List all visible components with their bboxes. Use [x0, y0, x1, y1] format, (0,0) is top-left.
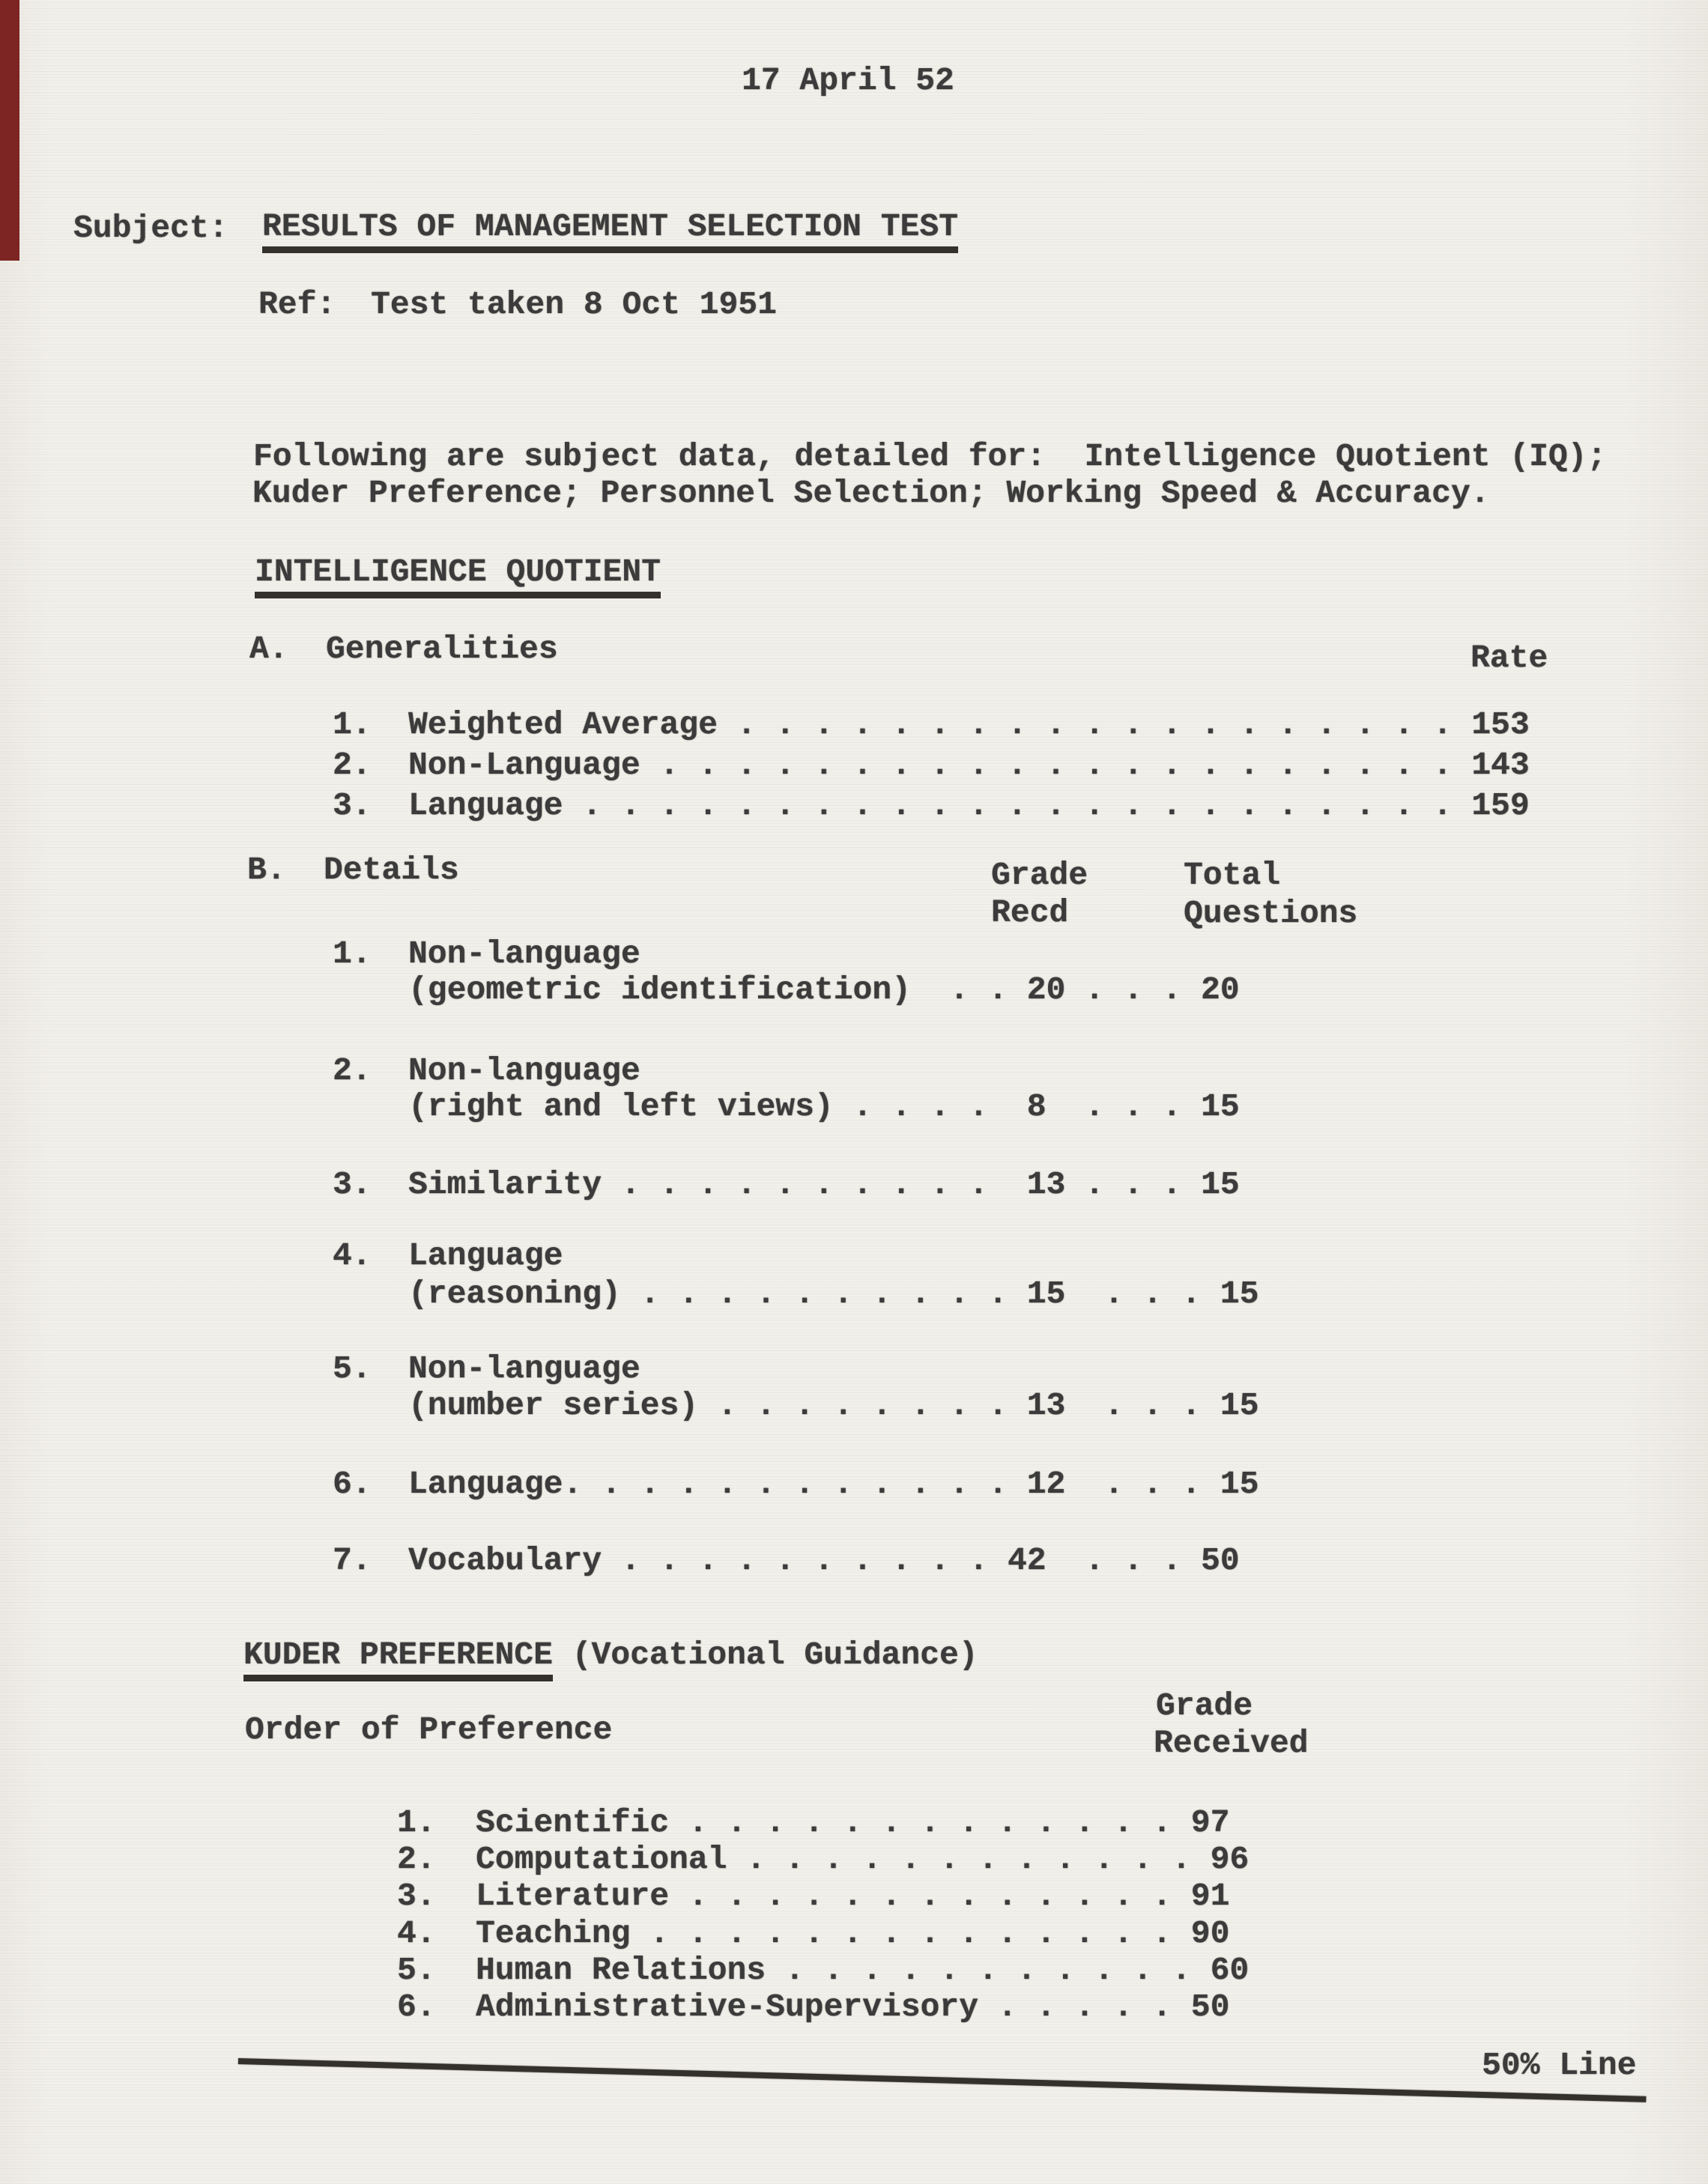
grade-value: 60 — [1210, 1952, 1250, 1989]
red-edge-artifact — [0, 0, 19, 261]
rate-value: 143 — [1471, 747, 1530, 783]
row-num: 3. — [333, 787, 372, 824]
row-sublabel: (geometric identification) — [408, 971, 911, 1008]
dot-leader: . . . . . . . . . . . . . — [669, 1804, 1191, 1841]
grade-value: 91 — [1190, 1878, 1230, 1914]
section-title: Details — [324, 852, 459, 888]
kuder-row-3 — [397, 1880, 1229, 1912]
row-num: 2. — [333, 747, 372, 783]
total-value: 15 — [1220, 1387, 1259, 1424]
kuder-grade-col-header-2: Received — [1154, 1725, 1309, 1762]
dot-leader: . . . . . . . . . . — [602, 1542, 1008, 1579]
dot-leader: . . . — [1046, 1088, 1201, 1125]
dot-leader: . . . — [1065, 971, 1201, 1008]
iq-det-row-2-line-1 — [333, 1052, 640, 1089]
total-value: 15 — [1220, 1275, 1259, 1312]
grade-value: 12 — [1026, 1466, 1066, 1502]
dot-leader: . . . . . . . . — [698, 1387, 1027, 1424]
kuder-row-5 — [397, 1952, 1250, 1989]
iq-det-row-6 — [333, 1468, 1259, 1500]
row-num: 1. — [333, 706, 372, 743]
kuder-row-2 — [397, 1841, 1250, 1878]
date-line: 17 April 52 — [742, 62, 954, 99]
row-num: 6. — [397, 1989, 436, 2025]
row-label: Non-language — [408, 1350, 640, 1387]
row-label: Computational — [476, 1841, 727, 1878]
subject-title — [262, 210, 958, 253]
row-num: 7. — [333, 1542, 372, 1579]
iq-det-row-2-line-2 — [408, 1088, 1240, 1125]
row-sublabel: (right and left views) — [408, 1088, 834, 1125]
total-value: 15 — [1201, 1166, 1240, 1203]
total-col-header-2: Questions — [1184, 895, 1358, 932]
row-label: Language. — [408, 1466, 583, 1502]
kuder-grade-col-header-1: Grade — [1156, 1687, 1253, 1724]
row-label: Vocabulary — [408, 1542, 602, 1579]
dot-leader: . . . . . . . . . . . . . . — [630, 1915, 1191, 1952]
grade-value: 90 — [1190, 1915, 1230, 1952]
dot-leader: . . . . . . . . . . — [620, 1275, 1027, 1312]
row-num: 1. — [397, 1804, 436, 1841]
dot-leader: . . . — [1065, 1466, 1220, 1502]
dot-leader: . . — [910, 971, 1027, 1008]
row-label: Literature — [476, 1878, 670, 1914]
row-label: Teaching — [476, 1915, 631, 1952]
iq-det-row-1-line-2 — [408, 971, 1240, 1008]
row-sublabel: (reasoning) — [408, 1275, 621, 1312]
iq-heading-text: INTELLIGENCE QUOTIENT — [255, 556, 661, 598]
section-letter: A. — [249, 631, 288, 667]
dot-leader: . . . . . . . . . . . . — [727, 1841, 1211, 1878]
rate-value: 153 — [1471, 706, 1530, 743]
row-label: Administrative-Supervisory — [476, 1989, 978, 2025]
row-label: Similarity — [408, 1166, 602, 1203]
grade-value: 97 — [1190, 1804, 1230, 1841]
bottom-rule — [238, 2058, 1647, 2102]
dot-leader: . . . . . . . . . . . — [582, 1466, 1027, 1502]
iq-details-header — [247, 854, 459, 886]
subject-label: Subject: — [73, 210, 228, 246]
total-value: 15 — [1220, 1466, 1259, 1502]
row-label: Human Relations — [476, 1952, 766, 1989]
ref-text: Test taken 8 Oct 1951 — [371, 286, 777, 323]
grade-value: 15 — [1026, 1275, 1066, 1312]
grade-col-header-2: Recd — [991, 894, 1069, 931]
grade-value: 42 — [1007, 1542, 1047, 1579]
rate-column-header: Rate — [1471, 640, 1548, 676]
kuder-left-header: Order of Preference — [245, 1711, 613, 1748]
kuder-heading-suffix: (Vocational Guidance) — [552, 1637, 978, 1673]
row-num: 6. — [333, 1466, 372, 1502]
row-label: Language — [408, 787, 563, 824]
dot-leader: . . . — [1065, 1166, 1201, 1203]
iq-det-row-5-line-2 — [408, 1389, 1259, 1422]
dot-leader: . . . — [1046, 1542, 1201, 1579]
iq-det-row-3 — [333, 1168, 1240, 1201]
total-value: 50 — [1200, 1542, 1240, 1579]
kuder-row-4 — [397, 1917, 1229, 1950]
subject-title-text: RESULTS OF MANAGEMENT SELECTION TEST — [262, 210, 958, 253]
row-num: 2. — [333, 1052, 372, 1089]
iq-det-row-4-line-1 — [333, 1237, 563, 1274]
total-value: 15 — [1201, 1088, 1240, 1125]
kuder-row-6 — [397, 1991, 1229, 2023]
iq-gen-row-1 — [333, 706, 1530, 743]
row-label: Non-language — [408, 935, 640, 972]
dot-leader: . . . . . . . . . . . . . . . . . . . . . — [640, 747, 1472, 783]
row-num: 2. — [397, 1841, 436, 1878]
row-num: 4. — [333, 1237, 372, 1274]
row-label: Non-Language — [408, 747, 640, 783]
section-title: Generalities — [326, 631, 558, 667]
intro-line-1: Following are subject data, detailed for: Intelligence Quotient (IQ); — [253, 438, 1607, 475]
grade-value: 50 — [1190, 1989, 1230, 2025]
dot-leader: . . . . . — [978, 1989, 1191, 2025]
row-sublabel: (number series) — [408, 1387, 699, 1424]
iq-gen-row-3 — [333, 789, 1530, 822]
intro-line-2: Kuder Preference; Personnel Selection; Working Speed & Accuracy. — [252, 475, 1490, 512]
dot-leader: . . . . . . . . . . . . . . . . . . . . . . . — [563, 787, 1472, 824]
iq-det-row-4-line-2 — [408, 1275, 1259, 1312]
grade-value: 13 — [1026, 1166, 1066, 1203]
kuder-row-1 — [397, 1804, 1230, 1841]
dot-leader: . . . . . . . . . . — [602, 1166, 1027, 1203]
kuder-heading — [243, 1639, 978, 1681]
kuder-heading-text: KUDER PREFERENCE — [243, 1639, 553, 1681]
row-num: 5. — [397, 1952, 436, 1989]
grade-value: 20 — [1026, 971, 1066, 1008]
iq-gen-row-2 — [333, 749, 1530, 781]
dot-leader: . . . — [1065, 1387, 1220, 1424]
row-label: Weighted Average — [408, 706, 718, 743]
fifty-percent-line-label: 50% Line — [1482, 2047, 1637, 2084]
dot-leader: . . . . . . . . . . . . . — [669, 1878, 1191, 1914]
row-label: Scientific — [476, 1804, 670, 1841]
iq-det-row-1-line-1 — [333, 935, 640, 972]
iq-det-row-5-line-1 — [333, 1350, 640, 1387]
row-label: Language — [408, 1237, 563, 1274]
grade-value: 96 — [1210, 1841, 1250, 1878]
dot-leader: . . . — [1065, 1275, 1220, 1312]
grade-value: 8 — [1026, 1088, 1047, 1125]
grade-value: 13 — [1026, 1387, 1066, 1424]
iq-heading — [255, 553, 661, 598]
row-num: 3. — [397, 1878, 436, 1914]
section-letter: B. — [247, 852, 286, 888]
iq-generalities-header — [249, 633, 558, 665]
total-col-header-1: Total — [1184, 857, 1281, 894]
iq-det-row-7 — [333, 1544, 1240, 1577]
row-num: 5. — [333, 1350, 372, 1387]
grade-col-header-1: Grade — [991, 857, 1088, 894]
row-num: 3. — [333, 1166, 372, 1203]
dot-leader: . . . . . . . . . . . — [766, 1952, 1211, 1989]
dot-leader: . . . . . . . . . . . . . . . . . . . — [717, 706, 1472, 743]
ref-label: Ref: — [258, 286, 336, 323]
rate-value: 159 — [1471, 787, 1530, 824]
dot-leader: . . . . — [833, 1088, 1027, 1125]
row-label: Non-language — [408, 1052, 640, 1089]
total-value: 20 — [1201, 971, 1240, 1008]
row-num: 4. — [397, 1915, 436, 1952]
row-num: 1. — [333, 935, 372, 972]
